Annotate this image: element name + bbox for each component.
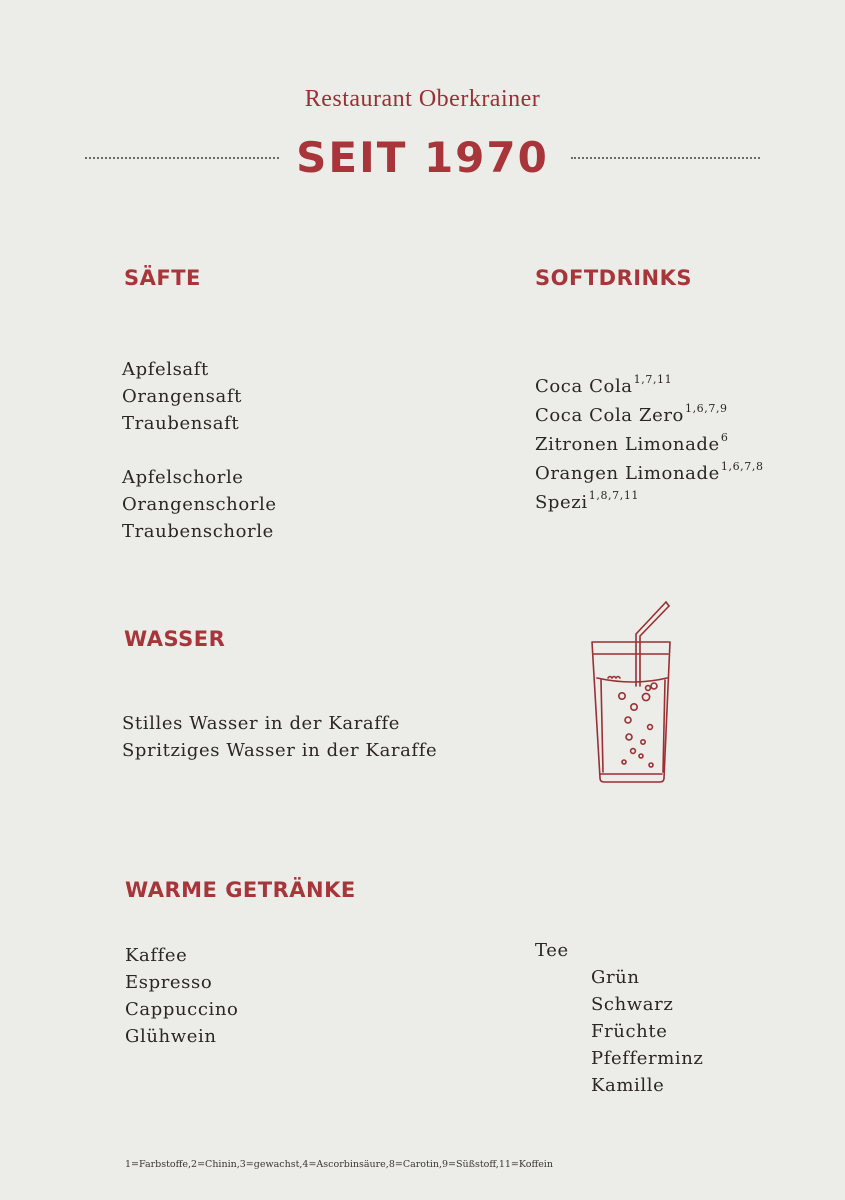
menu-item: Orangensaft — [122, 386, 242, 407]
menu-item: Orangenschorle — [122, 494, 277, 515]
menu-item: Traubenschorle — [122, 521, 274, 542]
allergen-codes: 1,7,11 — [633, 373, 673, 386]
menu-item: Apfelschorle — [122, 467, 244, 488]
glass-with-straw-icon — [588, 598, 678, 786]
menu-item: Pfefferminz — [591, 1048, 704, 1069]
menu-item: Cappuccino — [125, 999, 239, 1020]
divider-right — [571, 157, 760, 159]
allergen-footnote: 1=Farbstoffe,2=Chinin,3=gewachst,4=Ascorbinsäure,8=Carotin,9=Süßstoff,11=Koffein — [125, 1159, 553, 1170]
menu-item: Zitronen Limonade$^6$ — [535, 431, 729, 455]
saefte-list — [122, 356, 277, 545]
menu-item: Coca Cola Zero$^{1,6,7,9}$ — [535, 402, 728, 426]
menu-item: Traubensaft — [122, 413, 240, 434]
menu-item: Spritziges Wasser in der Karaffe — [122, 740, 438, 761]
menu-item: Spezi$^{1,8,7,11}$ — [535, 489, 640, 513]
allergen-codes: 1,6,7,9 — [684, 402, 728, 415]
allergen-codes: 1,6,7,8 — [720, 460, 764, 473]
menu-item: Schwarz — [591, 994, 674, 1015]
restaurant-name: Restaurant Oberkrainer — [304, 86, 541, 112]
wasser-list — [122, 710, 437, 764]
menu-item: Coca Cola$^{1,7,11}$ — [535, 373, 673, 397]
menu-item: Kaffee — [125, 945, 188, 966]
allergen-codes: 1,8,7,11 — [588, 489, 640, 502]
tee-list — [535, 937, 704, 1099]
section-title-wasser: WASSER — [124, 627, 226, 651]
section-title-warme-getraenke: WARME GETRÄNKE — [125, 878, 356, 902]
tee-label: Tee — [535, 940, 569, 961]
allergen-codes: 6 — [720, 431, 729, 444]
section-title-saefte: SÄFTE — [124, 266, 201, 290]
menu-item: Kamille — [591, 1075, 665, 1096]
menu-item: Espresso — [125, 972, 213, 993]
menu-item: Glühwein — [125, 1026, 217, 1047]
section-title-softdrinks: SOFTDRINKS — [535, 266, 693, 290]
warme-list — [125, 942, 239, 1050]
menu-item: Grün — [591, 967, 640, 988]
menu-item: Apfelsaft — [122, 359, 209, 380]
softdrinks-list — [535, 373, 764, 518]
menu-item: Orangen Limonade$^{1,6,7,8}$ — [535, 460, 764, 484]
menu-item: Früchte — [591, 1021, 668, 1042]
since-title: SEIT 1970 — [296, 133, 549, 182]
menu-item: Stilles Wasser in der Karaffe — [122, 713, 401, 734]
